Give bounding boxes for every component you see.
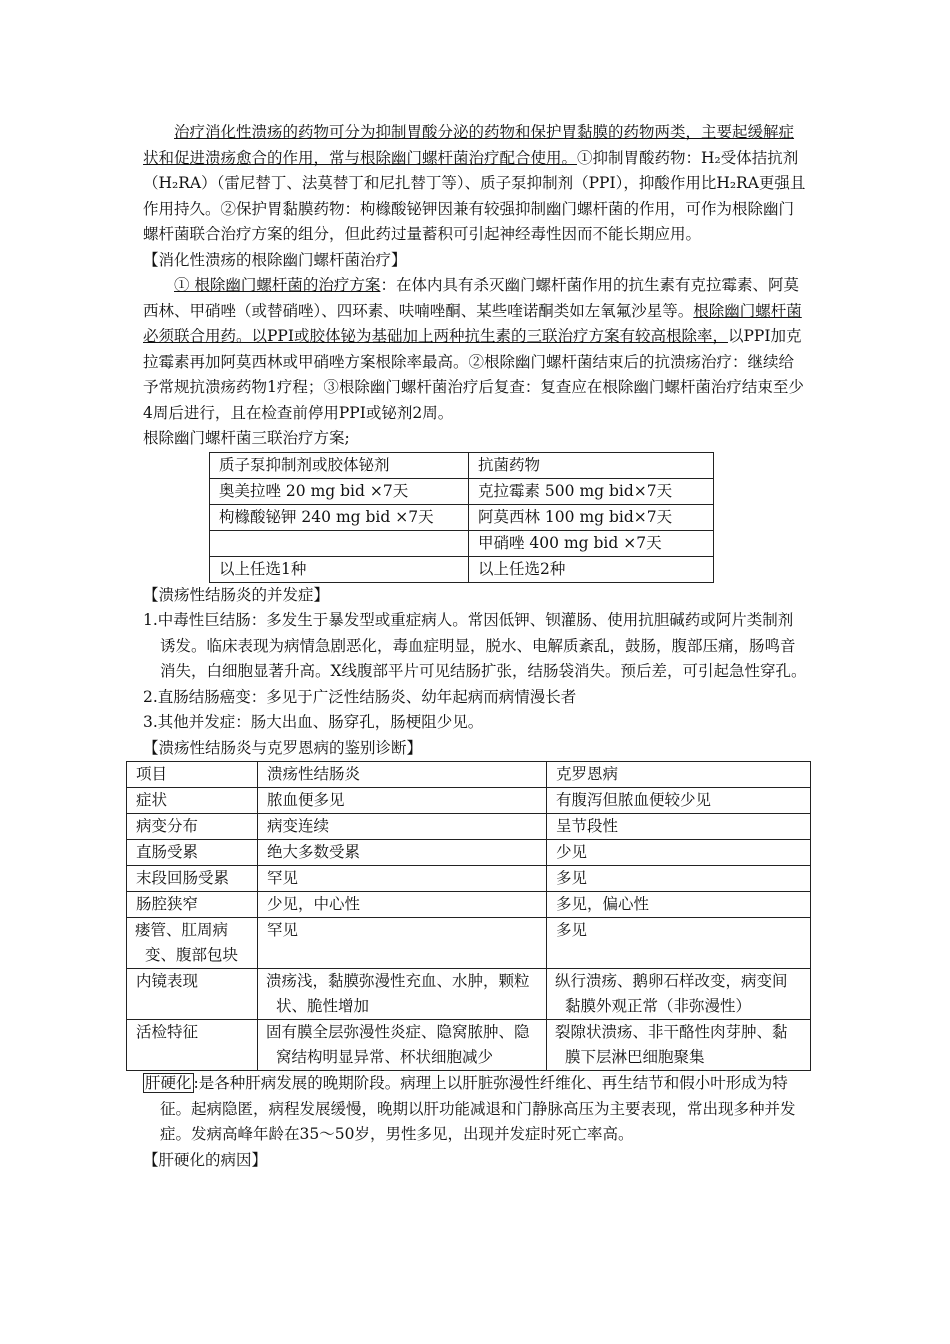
table-row	[210, 530, 714, 556]
table-cell: 纵行溃疡、鹅卵石样改变，病变间黏膜外观正常（非弥漫性）	[547, 969, 811, 1020]
table-row	[210, 556, 714, 582]
para1-rest: ①抑制胃酸药物：H₂受体拮抗剂（H₂RA）（雷尼替丁、法莫替丁和尼扎替丁等）、质子泵抑制剂（PPI），抑酸作用比H₂RA更强且作用持久。②保护胃黏膜药物：枸橼酸铋钾因兼有较强抑制幽门螺杆菌的作用，可作为根除幽门螺杆菌联合治疗方案的组分，但此药过量蓄积可引起神经毒性因而不能长期应用。	[143, 148, 806, 243]
heading-cirrhosis-cause: 【肝硬化的病因】	[143, 1150, 268, 1169]
document-page	[135, 120, 808, 1173]
table-cell: 症状	[127, 788, 258, 814]
table-cell: 呈节段性	[547, 814, 811, 840]
table-header-row	[127, 762, 811, 788]
table-cell: 以上任选2种	[469, 556, 714, 582]
table-row	[127, 866, 811, 892]
table-row	[127, 788, 811, 814]
para-cirrhosis-definition	[143, 1071, 808, 1148]
table-cell: 末段回肠受累	[127, 866, 258, 892]
triple-therapy-caption: 根除幽门螺杆菌三联治疗方案;	[143, 429, 350, 447]
heading-differential-diagnosis: 【溃疡性结肠炎与克罗恩病的鉴别诊断】	[143, 738, 423, 757]
table-cell: 直肠受累	[127, 840, 258, 866]
hp-underlined: 根除幽门螺杆菌必须联合用药。以PPI或胶体铋为基础加上两种抗生素的三联治疗方案有较高根除率，	[143, 301, 802, 345]
table-cell: 有腹泻但脓血便较少见	[547, 788, 811, 814]
table-cell: 活检特征	[127, 1020, 258, 1071]
hp-part1: ：在体内具有杀灭幽门螺杆菌作用的抗生素有克拉霉素、阿莫西林、甲硝唑（或替硝唑）、四环素、呋喃唑酮、某些喹诺酮类如左氧氟沙星等。	[143, 276, 799, 320]
hp-plan-label: ① 根除幽门螺杆菌的治疗方案	[174, 276, 381, 294]
table-cell: 阿莫西林 100 mg bid×7天	[469, 504, 714, 530]
para1-intro-underlined: 治疗消化性溃疡的药物可分为抑制胃酸分泌的药物和保护胃黏膜的药物两类，主要起缓解症状和促进溃疡愈合的作用，常与根除幽门螺杆菌治疗配合使用。	[143, 123, 795, 167]
table-cell: 内镜表现	[127, 969, 258, 1020]
table-row	[127, 814, 811, 840]
table-cell: 甲硝唑 400 mg bid ×7天	[469, 530, 714, 556]
table-header-cell: 质子泵抑制剂或胶体铋剂	[210, 452, 469, 478]
table-cell: 奥美拉唑 20 mg bid ×7天	[210, 478, 469, 504]
table-cell: 病变分布	[127, 814, 258, 840]
differential-diagnosis-table	[126, 761, 811, 1071]
table-cell: 脓血便多见	[258, 788, 547, 814]
heading-uc-complications: 【溃疡性结肠炎的并发症】	[143, 585, 330, 604]
table-cell: 溃疡浅，黏膜弥漫性充血、水肿，颗粒状、脆性增加	[258, 969, 547, 1020]
table-cell: 罕见	[258, 866, 547, 892]
table-row	[127, 840, 811, 866]
table-cell: 少见，中心性	[258, 892, 547, 918]
table-row	[127, 969, 811, 1020]
table-header-cell: 克罗恩病	[547, 762, 811, 788]
table-cell: 固有膜全层弥漫性炎症、隐窝脓肿、隐窝结构明显异常、杯状细胞减少	[258, 1020, 547, 1071]
table-cell: 肠腔狭窄	[127, 892, 258, 918]
table-cell	[210, 530, 469, 556]
table-cell: 裂隙状溃疡、非干酪性肉芽肿、黏膜下层淋巴细胞聚集	[547, 1020, 811, 1071]
cirrhosis-def: :是各种肝病发展的晚期阶段。病理上以肝脏弥漫性纤维化、再生结节和假小叶形成为特征。起病隐匿，病程发展缓慢，晚期以肝功能减退和门静脉高压为主要表现，常出现多种并发症。发病高峰年龄在35～50岁，男性多见，出现并发症时死亡率高。	[160, 1074, 796, 1143]
table-header-cell: 抗菌药物	[469, 452, 714, 478]
para-hp-treatment	[143, 273, 808, 426]
para-peptic-ulcer-drugs	[143, 120, 808, 248]
table-header-cell: 溃疡性结肠炎	[258, 762, 547, 788]
list-item: 1.中毒性巨结肠：多发生于暴发型或重症病人。常因低钾、钡灌肠、使用抗胆碱药或阿片类制剂诱发。临床表现为病情急剧恶化，毒血症明显，脱水、电解质紊乱，鼓肠，腹部压痛，肠鸣音消失，白细胞显著升高。X线腹部平片可见结肠扩张，结肠袋消失。预后差，可引起急性穿孔。	[143, 611, 807, 680]
table-row	[210, 478, 714, 504]
table-row	[127, 892, 811, 918]
table-cell: 绝大多数受累	[258, 840, 547, 866]
table-cell: 以上任选1种	[210, 556, 469, 582]
table-row	[127, 918, 811, 969]
table-cell: 瘘管、肛周病变、腹部包块	[127, 918, 258, 969]
table-cell: 多见，偏心性	[547, 892, 811, 918]
table-cell: 多见	[547, 866, 811, 892]
table-cell: 枸橼酸铋钾 240 mg bid ×7天	[210, 504, 469, 530]
cirrhosis-term: 肝硬化	[145, 1074, 192, 1092]
table-cell: 罕见	[258, 918, 547, 969]
heading-hp-treatment: 【消化性溃疡的根除幽门螺杆菌治疗】	[143, 250, 407, 269]
table-header-row	[210, 452, 714, 478]
list-item: 2.直肠结肠癌变：多见于广泛性结肠炎、幼年起病而病情漫长者	[143, 687, 577, 706]
list-item: 3.其他并发症：肠大出血、肠穿孔，肠梗阻少见。	[143, 713, 484, 731]
table-header-cell: 项目	[127, 762, 258, 788]
table-cell: 少见	[547, 840, 811, 866]
table-cell: 克拉霉素 500 mg bid×7天	[469, 478, 714, 504]
table-cell: 多见	[547, 918, 811, 969]
table-cell: 病变连续	[258, 814, 547, 840]
table-row	[210, 504, 714, 530]
triple-therapy-table	[209, 452, 714, 583]
hp-part2: 以PPI加克拉霉素再加阿莫西林或甲硝唑方案根除率最高。②根除幽门螺杆菌结束后的抗溃疡治疗：继续给予常规抗溃疡药物1疗程；③根除幽门螺杆菌治疗后复查：复查应在根除幽门螺杆菌治疗结束至少4周后进行，且在检查前停用PPI或铋剂2周。	[143, 327, 804, 422]
table-row	[127, 1020, 811, 1071]
